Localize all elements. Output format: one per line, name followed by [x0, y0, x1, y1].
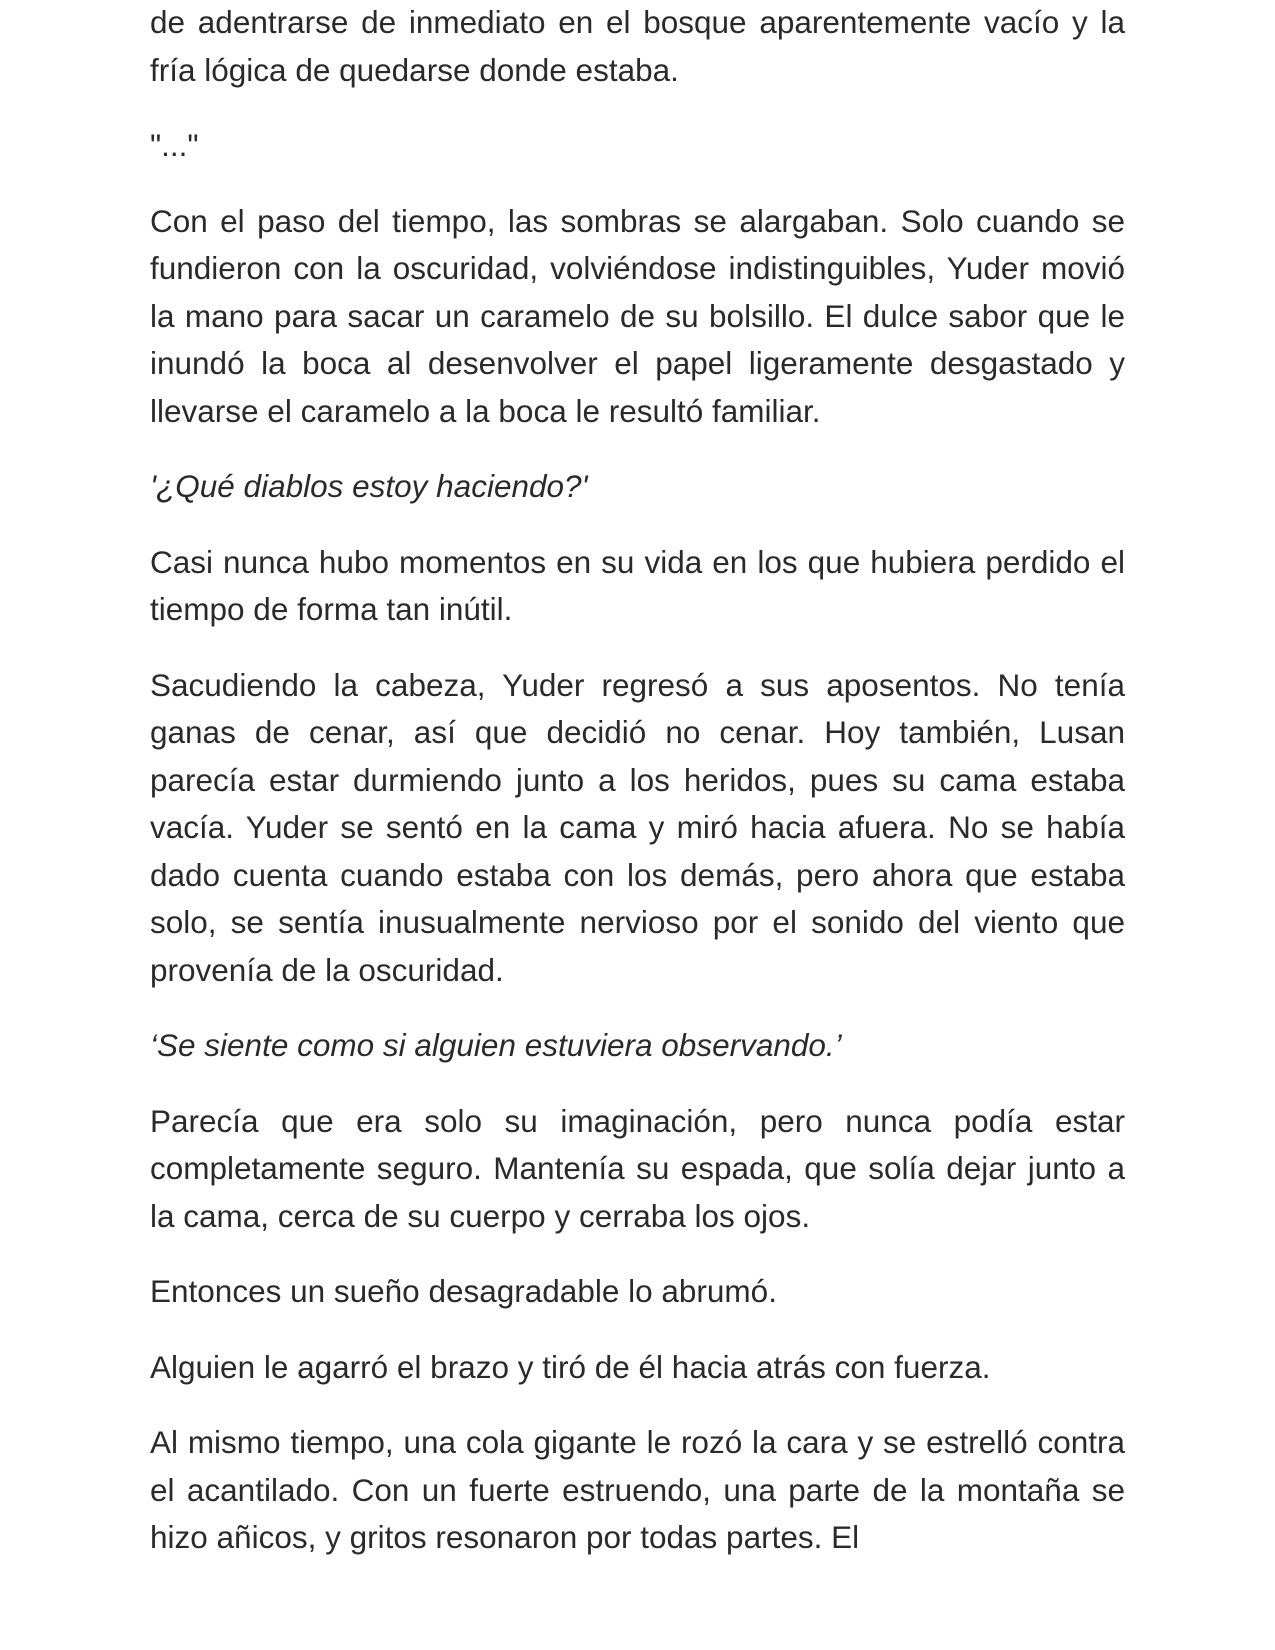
paragraph-5: Casi nunca hubo momentos en su vida en los que hubiera perdido el tiempo de forma tan inútil.: [150, 543, 1125, 627]
paragraph-3: Con el paso del tiempo, las sombras se alargaban. Solo cuando se fundieron con la oscuridad, volviéndose indistinguibles, Yuder movió la mano para sacar un caramelo de su bolsillo. El dulce sabor que le inundó la boca al desenvolver el papel ligeramente desgastado y llevarse el caramelo a la boca le resultó familiar.: [150, 202, 1125, 429]
paragraph-9: Entonces un sueño desagradable lo abrumó.: [150, 1273, 777, 1309]
paragraph-4-thought: '¿Qué diablos estoy haciendo?': [150, 468, 588, 504]
paragraph-10: Alguien le agarró el brazo y tiró de él hacia atrás con fuerza.: [150, 1348, 991, 1385]
paragraph-2: "...": [150, 127, 199, 163]
paragraph-8: Parecía que era solo su imaginación, pero nunca podía estar completamente seguro. Mantenía su espada, que solía dejar junto a la cama, cerca de su cuerpo y cerraba los ojos.: [150, 1102, 1125, 1234]
paragraph-1: de adentrarse de inmediato en el bosque aparentemente vacío y la fría lógica de quedarse donde estaba.: [150, 4, 1125, 88]
document-page: [150, 0, 1125, 1590]
paragraph-11: Al mismo tiempo, una cola gigante le rozó la cara y se estrelló contra el acantilado. Con un fuerte estruendo, una parte de la montaña se hizo añicos, y gritos resonaron por todas partes. El: [150, 1424, 1125, 1555]
paragraph-7-thought: ‘Se siente como si alguien estuviera observando.’: [150, 1027, 842, 1063]
paragraph-6: Sacudiendo la cabeza, Yuder regresó a sus aposentos. No tenía ganas de cenar, así que decidió no cenar. Hoy también, Lusan parecía estar durmiendo junto a los heridos, pues su cama estaba vacía. Yuder se sentó en la cama y miró hacia afuera. No se había dado cuenta cuando estaba con los demás, pero ahora que estaba solo, se sentía inusualmente nervioso por el sonido del viento que provenía de la oscuridad.: [150, 666, 1125, 988]
